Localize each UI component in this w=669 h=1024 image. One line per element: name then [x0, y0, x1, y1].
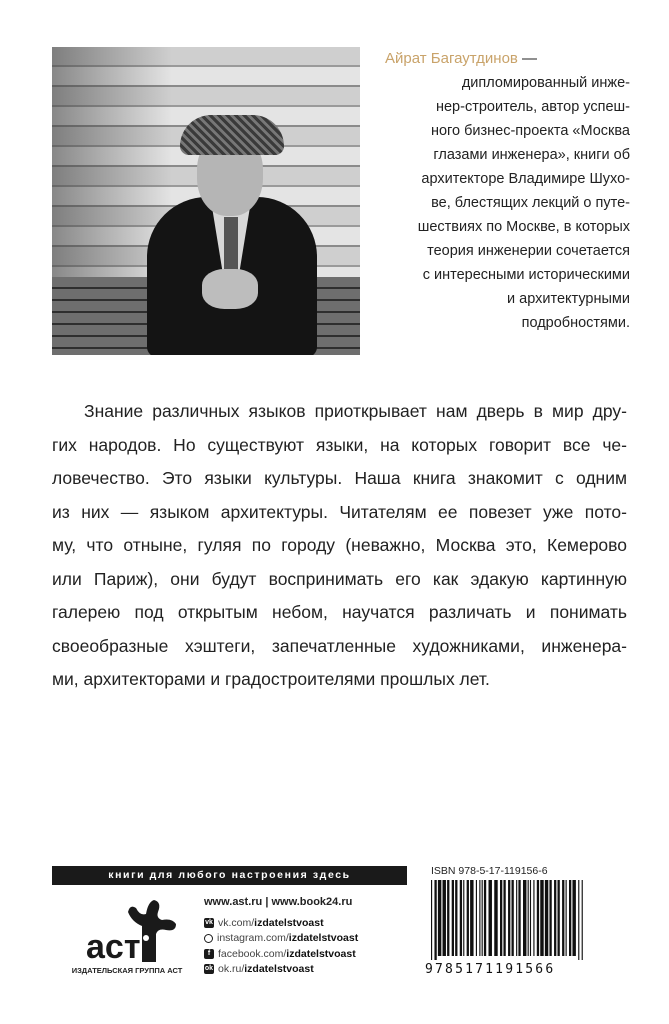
- social-link[interactable]: [204, 946, 358, 962]
- barcode-bar: [533, 880, 534, 956]
- barcode-bar: [508, 880, 510, 956]
- barcode-bar: [503, 880, 505, 956]
- slogan-bar: книги для любого настроения здесь: [52, 866, 407, 885]
- description-line: из них — языком архитектуры. Читателям ее повезет уже пото-: [52, 501, 627, 522]
- barcode-bar: [530, 880, 531, 956]
- author-name: Айрат Багаутдинов —: [385, 50, 538, 67]
- facebook-icon: f: [204, 949, 214, 959]
- barcode-bar: [494, 880, 497, 956]
- social-domain: instagram.com/: [217, 932, 289, 945]
- barcode-bar: [512, 880, 514, 956]
- social-links: [204, 915, 358, 977]
- barcode-bar: [528, 880, 529, 956]
- barcode: [429, 880, 627, 960]
- description-line: Знание различных языков приоткрывает нам дверь в мир дру-: [84, 401, 627, 421]
- barcode-bar: [484, 880, 486, 956]
- description-line: ловечество. Это языки культуры. Наша книга знакомит с одним: [52, 468, 627, 488]
- barcode-bar: [566, 880, 567, 956]
- book-description: [52, 395, 627, 697]
- barcode-bar: [482, 880, 483, 956]
- barcode-bar: [434, 880, 436, 960]
- description-line: своеобразные хэштеги, запечатленные художниками, инженера-: [52, 635, 627, 656]
- website-links[interactable]: www.ast.ru | www.book24.ru: [204, 896, 353, 908]
- author-bio: дипломированный инже- нер-строитель, автор успеш- ного бизнес-проекта «Москва глазами инженера», книги об архитекторе Владимире Шухо- ве, блестящих лекций о путе- шествиях по Москве, в которых теория инженерии сочетается с интересными историческими и архитектурными подробностями.: [417, 75, 630, 331]
- barcode-bar: [572, 880, 575, 956]
- description-line: ми, архитекторами и градостроителями прошлых лет.: [52, 669, 490, 689]
- barcode-bar: [523, 880, 526, 956]
- social-domain: facebook.com/: [218, 947, 287, 960]
- barcode-bar: [431, 880, 432, 960]
- barcode-bar: [476, 880, 477, 956]
- logo-text: аст: [86, 928, 141, 966]
- social-domain: ok.ru/: [218, 963, 245, 976]
- barcode-bar: [582, 880, 583, 960]
- barcode-bar: [438, 880, 441, 956]
- odnoklassniki-icon: ok: [204, 965, 214, 973]
- barcode-bar: [455, 880, 457, 956]
- barcode-bar: [554, 880, 556, 956]
- author-photo: [52, 47, 360, 355]
- barcode-digits: 9785171191566: [425, 962, 556, 977]
- description-line: или Париж), они будут воспринимать его как эдакую картинную: [52, 568, 627, 589]
- social-handle: izdatelstvoast: [244, 963, 314, 976]
- barcode-bar: [479, 880, 480, 956]
- description-line: галерею под открытым небом, научатся различать и понимать: [52, 602, 627, 622]
- barcode-bar: [540, 880, 543, 956]
- barcode-bar: [443, 880, 446, 956]
- barcode-bar: [518, 880, 520, 956]
- barcode-bar: [463, 880, 464, 956]
- barcode-bar: [452, 880, 454, 956]
- barcode-bar: [569, 880, 571, 956]
- social-handle: izdatelstvoast: [286, 947, 356, 960]
- barcode-bar: [545, 880, 548, 956]
- social-link[interactable]: [204, 915, 358, 931]
- barcode-bar: [447, 880, 449, 956]
- barcode-bar: [549, 880, 551, 956]
- barcode-bar: [562, 880, 564, 956]
- social-link[interactable]: [204, 931, 358, 947]
- barcode-bar: [516, 880, 517, 956]
- barcode-bar: [537, 880, 539, 956]
- publisher-caption: ИЗДАТЕЛЬСКАЯ ГРУППА АСТ: [71, 966, 183, 975]
- vk-icon: vk: [205, 918, 213, 926]
- instagram-icon: [204, 934, 213, 943]
- ast-logo: [72, 892, 182, 970]
- barcode-bar: [500, 880, 502, 956]
- isbn-label: ISBN 978-5-17-119156-6: [431, 865, 548, 877]
- barcode-bar: [558, 880, 560, 956]
- social-link[interactable]: [204, 962, 358, 978]
- barcode-bar: [578, 880, 579, 960]
- barcode-bar: [460, 880, 462, 956]
- description-line: гих народов. Но существуют языки, на которых говорит все че-: [52, 434, 627, 455]
- description-line: му, что отныне, гуляя по городу (неважно, Москва это, Кемерово: [52, 535, 627, 555]
- barcode-bar: [489, 880, 492, 956]
- barcode-bar: [470, 880, 473, 956]
- social-domain: vk.com/: [218, 916, 255, 929]
- social-handle: izdatelstvoast: [288, 932, 359, 945]
- social-handle: izdatelstvoast: [254, 916, 324, 929]
- barcode-bar: [467, 880, 469, 956]
